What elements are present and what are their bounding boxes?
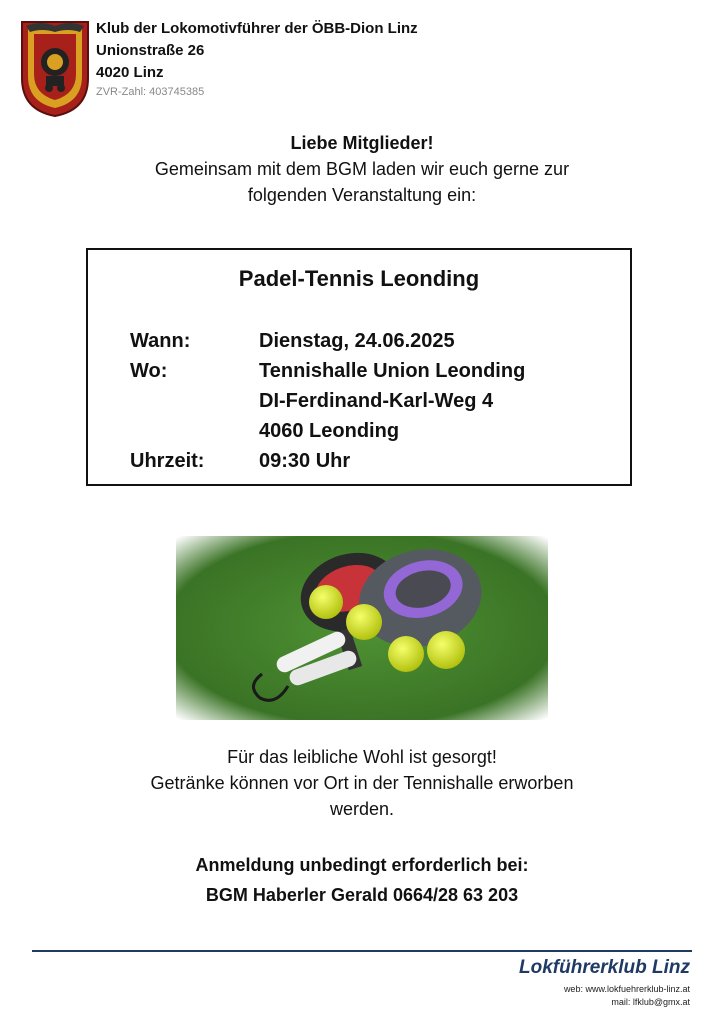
intro-text	[0, 130, 724, 208]
footer-divider	[32, 950, 692, 952]
footer-brand: Lokführerklub Linz	[519, 957, 690, 978]
footer-website[interactable]: web: www.lokfuehrerklub-linz.at	[563, 984, 690, 994]
org-street: Unionstraße 26	[96, 42, 205, 59]
registration-line-1: Anmeldung unbedingt erforderlich bei:	[195, 855, 529, 875]
intro-line-2: folgenden Veranstaltung ein:	[247, 185, 477, 205]
footer-email[interactable]: mail: lfklub@gmx.at	[611, 997, 690, 1007]
club-logo	[20, 18, 90, 118]
organization-info	[96, 18, 418, 100]
where-line-2: DI-Ferdinand-Karl-Weg 4	[259, 390, 494, 412]
registration-note	[0, 850, 724, 910]
greeting: Liebe Mitglieder!	[290, 133, 434, 153]
when-value: Dienstag, 24.06.2025	[259, 330, 455, 352]
where-label: Wo:	[130, 360, 168, 382]
event-title: Padel-Tennis Leonding	[238, 266, 480, 291]
org-name: Klub der Lokomotivführer der ÖBB-Dion Linz	[96, 20, 418, 37]
event-details-box	[86, 248, 632, 486]
intro-line-1: Gemeinsam mit dem BGM laden wir euch gerne zur	[154, 159, 570, 179]
registration-contact: BGM Haberler Gerald 0664/28 63 203	[205, 885, 519, 905]
where-line-3: 4060 Leonding	[259, 420, 400, 442]
catering-line-3: werden.	[329, 799, 395, 819]
org-city: 4020 Linz	[96, 64, 164, 81]
where-line-1: Tennishalle Union Leonding	[259, 360, 526, 382]
time-value: 09:30 Uhr	[259, 450, 351, 472]
catering-line-2: Getränke können vor Ort in der Tennishalle erworben	[150, 773, 574, 793]
org-zvr: ZVR-Zahl: 403745385	[96, 86, 205, 98]
time-label: Uhrzeit:	[130, 450, 205, 472]
padel-equipment-photo	[176, 536, 548, 720]
catering-note	[0, 744, 724, 822]
when-label: Wann:	[130, 330, 191, 352]
catering-line-1: Für das leibliche Wohl ist gesorgt!	[227, 747, 497, 767]
